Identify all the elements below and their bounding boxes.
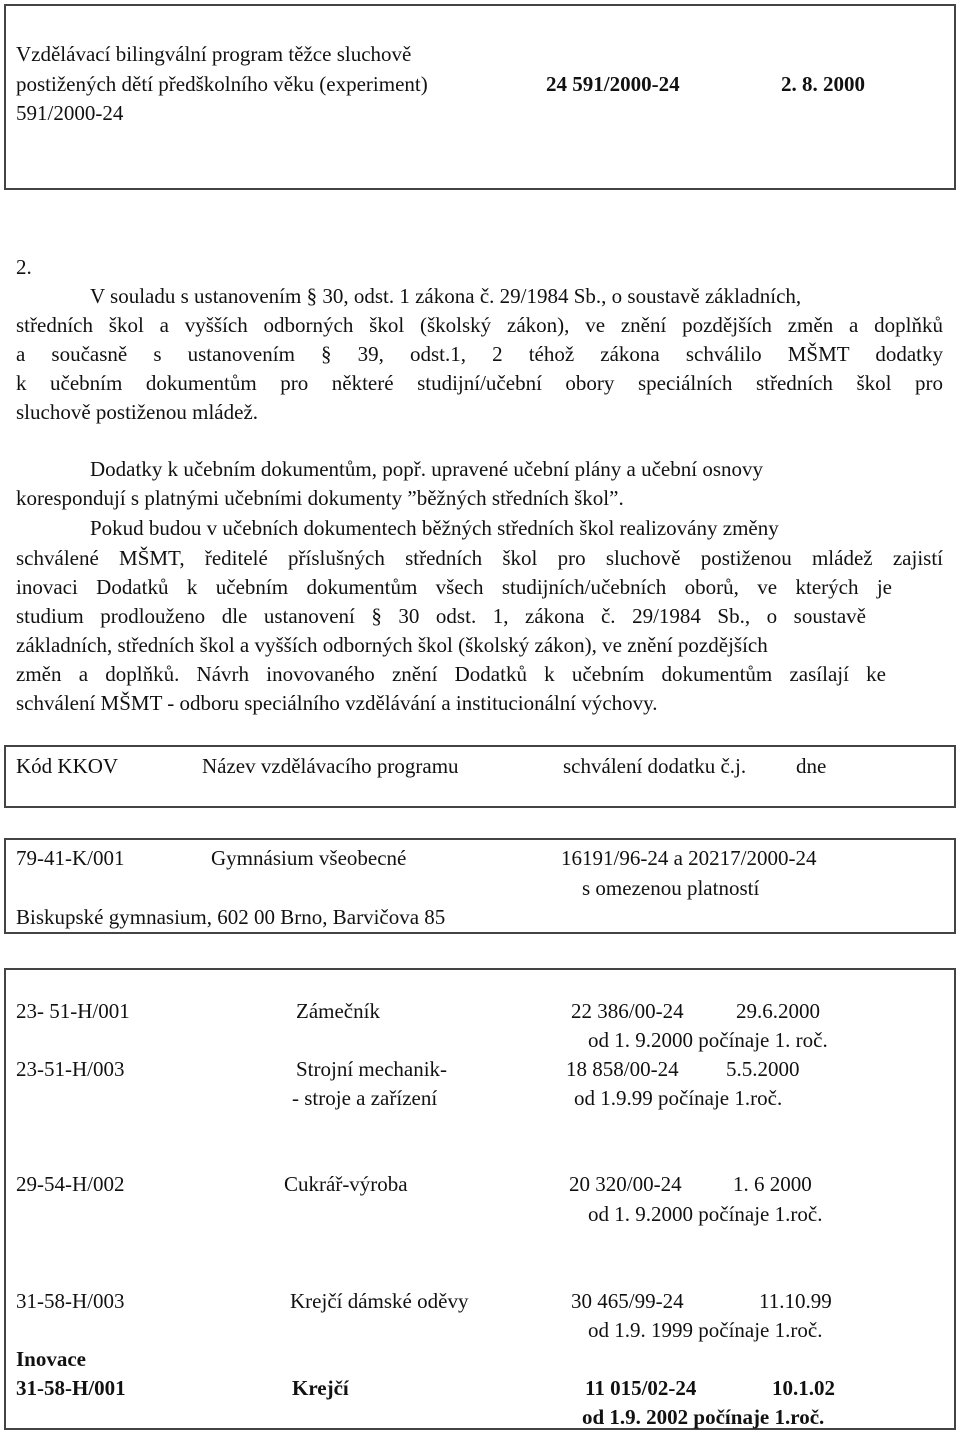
- gymnasium-school: Biskupské gymnasium, 602 00 Brno, Barvičova 85: [16, 905, 446, 929]
- paragraph-1-line-3: a současně s ustanovením § 39, odst.1, 2 téhož zákona schválilo MŠMT dodatky: [16, 342, 943, 366]
- innovation-code: 31-58-H/001: [16, 1376, 126, 1400]
- program-date: 5.5.2000: [726, 1057, 800, 1081]
- innovation-name: Krejčí: [292, 1376, 349, 1400]
- column-header-name: Název vzdělávacího programu: [202, 754, 459, 778]
- paragraph-3-line-1: Pokud budou v učebních dokumentech běžných středních škol realizovány změny: [90, 516, 779, 540]
- column-header-date: dne: [796, 754, 827, 778]
- program-name-continuation: - stroje a zařízení: [292, 1086, 438, 1110]
- paragraph-3-line-7: schválení MŠMT - odboru speciálního vzdělávání a institucionální výchovy.: [16, 691, 658, 715]
- program-valid-from: od 1. 9.2000 počínaje 1. roč.: [588, 1028, 828, 1052]
- paragraph-3-line-6: změn a doplňků. Návrh inovovaného znění Dodatků k učebním dokumentům zasílají ke: [16, 662, 886, 686]
- paragraph-3-line-4: studium prodlouženo dle ustanovení § 30 odst. 1, zákona č. 29/1984 Sb., o soustavě: [16, 604, 866, 628]
- header-reference: 24 591/2000-24: [546, 72, 680, 96]
- program-reference: 18 858/00-24: [566, 1057, 679, 1081]
- column-header-approval: schválení dodatku č.j.: [563, 754, 747, 778]
- paragraph-1-line-4: k učebním dokumentům pro některé studijní/učební obory speciálních středních škol pro: [16, 371, 943, 395]
- innovation-date: 10.1.02: [772, 1376, 835, 1400]
- paragraph-2-line-1: Dodatky k učebním dokumentům, popř. upravené učební plány a učební osnovy: [90, 457, 764, 481]
- innovation-reference: 11 015/02-24: [585, 1376, 697, 1400]
- program-date: 29.6.2000: [736, 999, 820, 1023]
- program-date: 1. 6 2000: [733, 1172, 812, 1196]
- innovation-label: Inovace: [16, 1347, 86, 1371]
- header-line-3: 591/2000-24: [16, 101, 124, 125]
- header-line-2-text: postižených dětí předškolního věku (experiment): [16, 72, 428, 96]
- program-code: 23-51-H/003: [16, 1057, 125, 1081]
- program-date: 11.10.99: [759, 1289, 832, 1313]
- program-reference: 30 465/99-24: [571, 1289, 684, 1313]
- program-valid-from: od 1.9. 1999 počínaje 1.roč.: [588, 1318, 823, 1342]
- gymnasium-reference: 16191/96-24 a 20217/2000-24: [561, 846, 817, 870]
- program-reference: 22 386/00-24: [571, 999, 684, 1023]
- header-box: [4, 4, 956, 190]
- paragraph-1-line-2: středních škol a vyšších odborných škol (školský zákon), ve znění pozdějších změn a doplňků: [16, 313, 943, 337]
- section-number: 2.: [16, 255, 32, 279]
- program-name: Krejčí dámské oděvy: [290, 1289, 469, 1313]
- program-valid-from: od 1.9.99 počínaje 1.roč.: [574, 1086, 783, 1110]
- gymnasium-code: 79-41-K/001: [16, 846, 125, 870]
- program-valid-from: od 1. 9.2000 počínaje 1.roč.: [588, 1202, 823, 1226]
- paragraph-3-line-5: základních, středních škol a vyšších odborných škol (školský zákon), ve znění pozdějších: [16, 633, 768, 657]
- paragraph-3-line-2: schválené MŠMT, ředitelé příslušných středních škol pro sluchově postiženou mládež zajistí: [16, 546, 943, 570]
- column-header-code: Kód KKOV: [16, 754, 119, 778]
- paragraph-1-line-1: V souladu s ustanovením § 30, odst. 1 zákona č. 29/1984 Sb., o soustavě základních,: [90, 284, 802, 308]
- innovation-valid-from: od 1.9. 2002 počínaje 1.roč.: [582, 1405, 825, 1429]
- gymnasium-name: Gymnásium všeobecné: [211, 846, 407, 870]
- header-date: 2. 8. 2000: [781, 72, 865, 96]
- program-code: 31-58-H/003: [16, 1289, 125, 1313]
- header-line-1: Vzdělávací bilingvální program těžce sluchově: [16, 42, 412, 66]
- paragraph-1-line-5: sluchově postiženou mládež.: [16, 400, 259, 424]
- paragraph-2-line-2: korespondují s platnými učebními dokumenty ”běžných středních škol”.: [16, 486, 624, 510]
- gymnasium-validity: s omezenou platností: [582, 876, 760, 900]
- program-reference: 20 320/00-24: [569, 1172, 682, 1196]
- program-name: Zámečník: [296, 999, 380, 1023]
- program-name: Strojní mechanik-: [296, 1057, 448, 1081]
- paragraph-3-line-3: inovaci Dodatků k učebním dokumentům všech studijních/učebních oborů, ve kterých je: [16, 575, 892, 599]
- program-code: 23- 51-H/001: [16, 999, 130, 1023]
- program-name: Cukrář-výroba: [284, 1172, 408, 1196]
- program-code: 29-54-H/002: [16, 1172, 125, 1196]
